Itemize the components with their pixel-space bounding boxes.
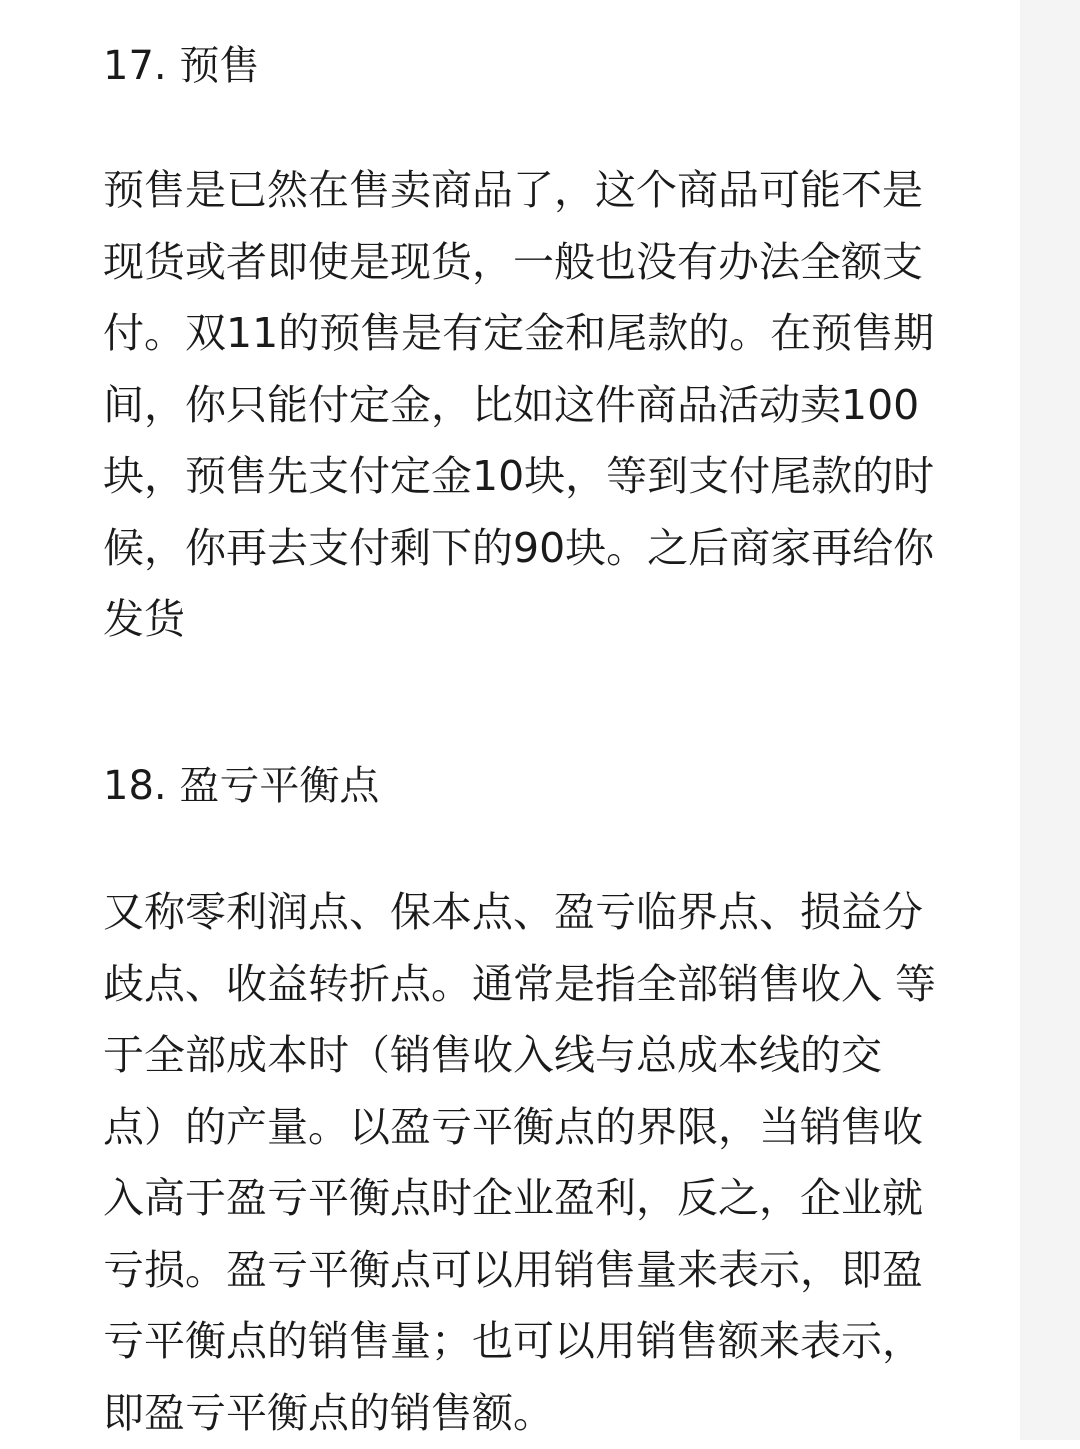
paragraph-line: 间，你只能付定金，比如这件商品活动卖100 xyxy=(103,370,973,442)
section-heading-breakeven: 18. 盈亏平衡点 xyxy=(103,760,379,812)
paragraph-line: 于全部成本时（销售收入线与总成本线的交 xyxy=(103,1020,973,1092)
section-heading-presale: 17. 预售 xyxy=(103,40,259,92)
paragraph-line: 块，预售先支付定金10块，等到支付尾款的时 xyxy=(103,441,973,513)
paragraph-line: 付。双11的预售是有定金和尾款的。在预售期 xyxy=(103,298,973,370)
paragraph-line: 候，你再去支付剩下的90块。之后商家再给你 xyxy=(103,513,973,585)
paragraph-line: 入高于盈亏平衡点时企业盈利，反之，企业就 xyxy=(103,1163,973,1235)
paragraph-line: 现货或者即使是现货，一般也没有办法全额支 xyxy=(103,227,973,299)
paragraph-line: 发货 xyxy=(103,584,973,656)
paragraph-line: 点）的产量。以盈亏平衡点的界限，当销售收 xyxy=(103,1092,973,1164)
paragraph-line: 又称零利润点、保本点、盈亏临界点、损益分 xyxy=(103,877,973,949)
paragraph-line: 预售是已然在售卖商品了，这个商品可能不是 xyxy=(103,155,973,227)
scrollbar-track[interactable] xyxy=(1020,0,1080,1440)
paragraph-line: 即盈亏平衡点的销售额。 xyxy=(103,1378,973,1449)
paragraph-line: 亏平衡点的销售量；也可以用销售额来表示， xyxy=(103,1306,973,1378)
paragraph-line: 歧点、收益转折点。通常是指全部销售收入 等 xyxy=(103,949,973,1021)
section-body-breakeven xyxy=(103,877,973,1449)
section-body-presale xyxy=(103,155,973,656)
paragraph-line: 亏损。盈亏平衡点可以用销售量来表示，即盈 xyxy=(103,1235,973,1307)
